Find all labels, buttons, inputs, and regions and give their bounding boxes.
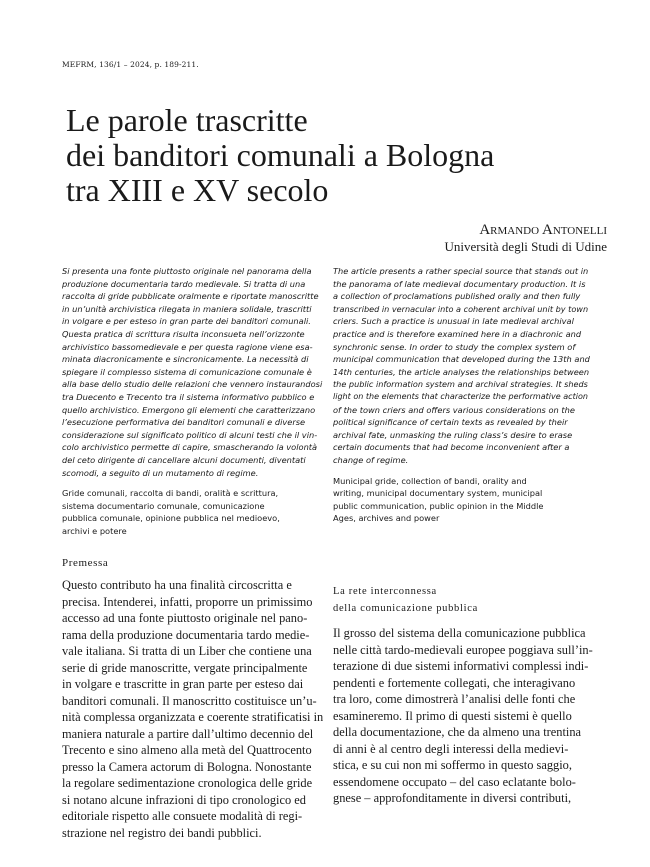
abstract-italian <box>62 265 330 537</box>
body-line: accesso ad una fonte piuttosto originale nel pano- <box>62 611 308 625</box>
abstract-line: of the town criers and offers various considerations on the <box>333 404 575 415</box>
abstract-line: The article presents a rather special source that stands out in <box>333 266 589 276</box>
body-line: tra loro, come dimostrerà l’analisi delle fonti che <box>333 692 576 706</box>
article-title <box>66 103 586 208</box>
body-line: gnese – approfonditamente in diversi contributi, <box>333 791 572 805</box>
abstract-line: raccolta di gride pubblicate oralmente e riportate manoscritte <box>62 291 319 302</box>
body-line: nità complessa organizzata e coerente stratificatisi in <box>62 710 324 724</box>
abstract-line: archival fate, unmasking the ruling class’s desire to erase <box>333 429 573 440</box>
body-line: stica, e su cui non mi soffermo in questo saggio, <box>333 758 572 772</box>
abstract-line: change of regime. <box>333 454 409 465</box>
author-name: Armando Antonelli <box>479 222 607 238</box>
abstract-line: practice and is therefore examined here in a diachronic and <box>333 328 582 339</box>
body-line: pendenti e fortemente collegati, che interagivano <box>333 675 576 690</box>
body-line: banditori comunali. Il manoscritto costituisce un’u- <box>62 693 317 708</box>
keyword-line: pubblica comunale, opinione pubblica nel medioevo, <box>62 513 280 524</box>
keyword-line: archivi e potere <box>62 525 127 536</box>
body-line: Questo contributo ha una finalità circoscritta e <box>62 578 292 592</box>
abstract-line: the public information system and archival strategies. It sheds <box>333 379 588 390</box>
abstract-line: spiegare il complesso sistema di comunicazione comunale è <box>62 366 312 377</box>
keyword-line: public communication, public opinion in the Middle <box>333 500 544 511</box>
abstract-line: produzione documentaria tardo medievale. Si tratta di una <box>62 278 306 289</box>
abstract-line: in un’unità archivistica rilegata in maniera solidale, trascritti <box>62 303 312 314</box>
abstract-line: the panorama of late medieval documentary production. It is <box>333 278 586 289</box>
abstract-line: minata diacronicamente e sincronicamente. La necessità di <box>62 354 309 365</box>
abstract-english <box>333 265 591 525</box>
abstract-line: scomodi, a seguito di un mutamento di regime. <box>62 467 259 478</box>
body-line: serie di gride manoscritte, vergate principalmente <box>62 660 308 675</box>
keywords-italian <box>62 487 330 537</box>
body-line: precisa. Intenderei, infatti, proporre un primissimo <box>62 594 313 609</box>
body-text-left <box>62 577 324 841</box>
section-heading-premessa: Premessa <box>62 557 109 569</box>
body-text-right <box>333 625 593 807</box>
keywords-english <box>333 475 591 525</box>
keyword-line: writing, municipal documentary system, municipal <box>333 488 543 499</box>
body-line: vale italiana. Si tratta di un Liber che contiene una <box>62 644 312 658</box>
abstract-line: light on the elements that characterize the performative action <box>333 391 588 401</box>
body-line: editoriale rispetto alle consuete modalità di regi- <box>62 809 303 823</box>
body-line: di anni è al centro degli interessi della medievi- <box>333 741 569 756</box>
body-line: in volgare e trascritte in gran parte per esteso dai <box>62 677 304 691</box>
title-line: tra XIII e XV secolo <box>66 172 329 208</box>
abstract-line: tra Duecento e Trecento tra il sistema informativo pubblico e <box>62 391 315 402</box>
abstract-line: in volgare e per esteso in gran parte dei banditori comunali. <box>62 316 311 327</box>
body-line: presso la Camera actorum di Bologna. Nonostante <box>62 759 312 774</box>
body-line: Il grosso del sistema della comunicazione pubblica <box>333 626 586 640</box>
subsection-heading <box>333 583 478 617</box>
body-line: si notano alcune infrazioni di tipo cronologico ed <box>62 792 306 807</box>
abstract-line: transcribed in vernacular into a coherent archival unit by town <box>333 303 589 314</box>
body-line: esamineremo. Il primo di questi sistemi è quello <box>333 708 572 723</box>
abstract-line: l’esecuzione performativa dei banditori comunali e diverse <box>62 417 306 428</box>
subhead-line: della comunicazione pubblica <box>333 603 478 614</box>
keyword-line: Municipal gride, collection of bandi, orality and <box>333 475 527 486</box>
journal-citation: MEFRM, 136/1 – 2024, p. 189-211. <box>62 60 199 69</box>
abstract-line: political significance of certain texts as revealed by their <box>333 417 568 428</box>
keyword-line: sistema documentario comunale, comunicazione <box>62 500 265 511</box>
body-line: rama della produzione documentaria tardo medie- <box>62 627 310 642</box>
abstract-line: archivistico bassomedievale e per questa ragione viene esa- <box>62 341 313 352</box>
abstract-line: del ceto dirigente di cancellare alcuni documenti, diventati <box>62 454 306 465</box>
title-line: Le parole trascritte <box>66 102 308 138</box>
abstract-line: municipal communication that developed during the 13th and <box>333 354 590 365</box>
title-line: dei banditori comunali a Bologna <box>66 137 495 173</box>
body-line: Trecento e sino almeno alla metà del Quattrocento <box>62 743 312 757</box>
abstract-line: alla base dello studio delle relazioni che vennero instaurandosi <box>62 379 323 390</box>
abstract-line: certain documents that had become inconvenient after a <box>333 442 570 453</box>
body-line: terazione di due sistemi informativi complessi indi- <box>333 659 589 673</box>
body-line: essendomene occupato – del caso eclatante bolo- <box>333 774 576 789</box>
abstract-en-text <box>333 265 591 467</box>
abstract-line: quello archivistico. Emergono gli elementi che caratterizzano <box>62 404 316 415</box>
author-affiliation: Università degli Studi di Udine <box>444 239 607 254</box>
body-line: strazione nel registro dei bandi pubblici. <box>62 825 262 840</box>
body-line: della documentazione, che da almeno una trentina <box>333 725 582 739</box>
abstract-line: criers. Such a practice is unusual in late medieval archival <box>333 316 574 327</box>
abstract-line: a collection of proclamations published orally and then fully <box>333 291 581 302</box>
abstract-it-text <box>62 265 330 479</box>
keyword-line: Ages, archives and power <box>333 513 440 524</box>
subhead-line: La rete interconnessa <box>333 586 437 597</box>
abstract-line: considerazione sul significato politico di alcuni testi che il vin- <box>62 429 318 440</box>
body-line: la regolare sedimentazione cronologica delle gride <box>62 776 313 790</box>
author-block <box>445 221 607 255</box>
abstract-line: colo archivistico permette di capire, smascherando la volontà <box>62 442 318 453</box>
abstract-line: 14th centuries, the article analyses the relationships between <box>333 366 590 377</box>
abstract-line: Questa pratica di scrittura risulta inconsueta nell’orizzonte <box>62 328 305 339</box>
abstract-line: Si presenta una fonte piuttosto originale nel panorama della <box>62 266 312 276</box>
keyword-line: Gride comunali, raccolta di bandi, oralità e scrittura, <box>62 488 279 499</box>
body-line: maniera naturale a partire dall’ultimo decennio del <box>62 726 314 741</box>
abstract-line: synchronic sense. In order to study the complex system of <box>333 341 576 352</box>
body-line: nelle città tardo-medievali europee poggiava sull’in- <box>333 642 593 657</box>
